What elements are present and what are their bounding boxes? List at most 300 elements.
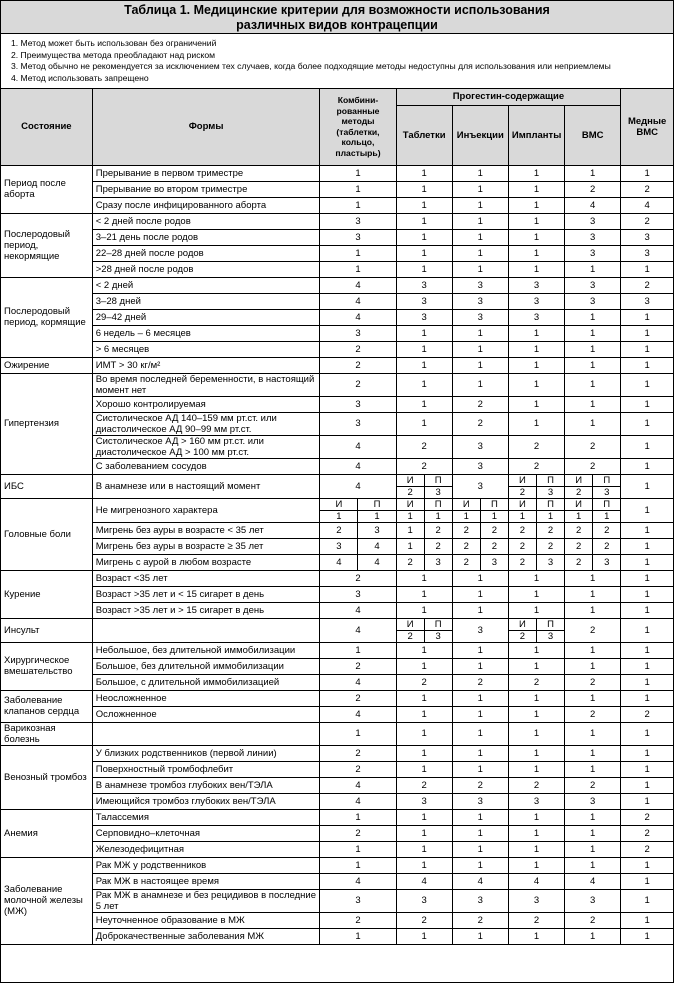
criteria-value: 2 xyxy=(621,181,673,197)
criteria-value: 1 xyxy=(508,722,564,745)
criteria-value: 3 xyxy=(452,458,508,474)
criteria-value: 4 xyxy=(320,554,358,570)
criteria-value: 2 xyxy=(565,435,621,458)
criteria-value: 2 xyxy=(508,777,564,793)
criteria-value: 1 xyxy=(452,357,508,373)
criteria-value: 2 xyxy=(565,486,593,498)
criteria-value: 2 xyxy=(480,522,508,538)
criteria-value: 4 xyxy=(621,197,673,213)
criteria-value: 4 xyxy=(320,293,396,309)
table-row xyxy=(1,213,673,229)
criteria-value: 1 xyxy=(452,602,508,618)
type-marker-p: П xyxy=(358,499,395,511)
criteria-value: 3 xyxy=(452,618,508,642)
criteria-value: 2 xyxy=(593,522,621,538)
criteria-value: 4 xyxy=(320,706,396,722)
criteria-value: 1 xyxy=(547,510,554,522)
criteria-value: 1 xyxy=(621,777,673,793)
criteria-value: 1 xyxy=(508,325,564,341)
criteria-value: 2 xyxy=(320,522,358,538)
criteria-value: 2 xyxy=(565,538,593,554)
criteria-value: 1 xyxy=(621,357,673,373)
form-cell: Возраст >35 лет и > 15 сигарет в день xyxy=(92,602,320,618)
criteria-value: 3 xyxy=(320,213,396,229)
criteria-value: 3 xyxy=(320,538,358,554)
table-title-line-2: различных видов контрацепции xyxy=(236,18,438,32)
criteria-value: 3 xyxy=(435,630,441,642)
criteria-value: 2 xyxy=(508,522,536,538)
criteria-value: 2 xyxy=(424,538,452,554)
criteria-split-cell xyxy=(452,498,480,522)
criteria-value: 1 xyxy=(396,857,452,873)
form-cell: Небольшое, без длительной иммобилизации xyxy=(92,642,320,658)
form-cell: Неосложненное xyxy=(92,690,320,706)
criteria-value: 2 xyxy=(565,618,621,642)
criteria-value: 1 xyxy=(508,357,564,373)
table-row xyxy=(1,745,673,761)
criteria-value: 1 xyxy=(565,761,621,777)
criteria-split-stack xyxy=(509,499,536,522)
criteria-value: 2 xyxy=(536,538,564,554)
criteria-value: 4 xyxy=(320,435,396,458)
criteria-value: 3 xyxy=(565,229,621,245)
criteria-value: 3 xyxy=(396,277,452,293)
criteria-value: 1 xyxy=(565,412,621,435)
table-row xyxy=(1,538,673,554)
criteria-value: 3 xyxy=(480,554,508,570)
condition-cell: Ожирение xyxy=(1,357,92,373)
criteria-value: 1 xyxy=(396,197,452,213)
criteria-value: 1 xyxy=(396,412,452,435)
criteria-value: 1 xyxy=(452,229,508,245)
type-marker-p: П xyxy=(424,475,452,487)
criteria-value: 1 xyxy=(396,373,452,396)
criteria-value: 2 xyxy=(452,674,508,690)
criteria-value: 1 xyxy=(621,412,673,435)
table-row xyxy=(1,165,673,181)
criteria-value: 1 xyxy=(508,197,564,213)
condition-cell: Послеродовый период, кормящие xyxy=(1,277,92,357)
criteria-value: 3 xyxy=(320,325,396,341)
criteria-value: 2 xyxy=(452,912,508,928)
criteria-value: 1 xyxy=(452,181,508,197)
criteria-value: 1 xyxy=(396,396,452,412)
column-header-condition: Состояние xyxy=(1,89,92,165)
criteria-value: 3 xyxy=(508,293,564,309)
table-row xyxy=(1,706,673,722)
criteria-value: 1 xyxy=(508,213,564,229)
criteria-value: 3 xyxy=(621,229,673,245)
criteria-value: 1 xyxy=(565,341,621,357)
column-header-copper-iud: Медные ВМС xyxy=(621,89,673,165)
criteria-value: 4 xyxy=(358,538,396,554)
criteria-value: 2 xyxy=(509,630,537,642)
form-cell: В анамнезе тромбоз глубоких вен/ТЭЛА xyxy=(92,777,320,793)
column-header-forms: Формы xyxy=(92,89,320,165)
criteria-value: 1 xyxy=(396,165,452,181)
criteria-value: 1 xyxy=(452,197,508,213)
criteria-value: 1 xyxy=(396,825,452,841)
condition-cell: ИБС xyxy=(1,474,92,498)
criteria-value: 1 xyxy=(508,857,564,873)
table-row xyxy=(1,373,673,396)
criteria-value: 1 xyxy=(435,510,441,522)
form-cell: 22–28 дней после родов xyxy=(92,245,320,261)
criteria-value: 2 xyxy=(621,277,673,293)
criteria-value: 1 xyxy=(396,602,452,618)
criteria-split-stack xyxy=(537,499,564,522)
form-cell: Прерывание во втором триместре xyxy=(92,181,320,197)
legend-item: 2. Преимущества метода преобладают над риском xyxy=(11,49,216,60)
form-cell: С заболеванием сосудов xyxy=(92,458,320,474)
criteria-split-cell xyxy=(536,498,564,522)
criteria-value: 1 xyxy=(508,745,564,761)
type-marker-i: И xyxy=(320,499,357,511)
criteria-value: 1 xyxy=(320,809,396,825)
table-row xyxy=(1,229,673,245)
criteria-value: 4 xyxy=(452,873,508,889)
criteria-value: 1 xyxy=(565,602,621,618)
condition-cell: Заболевание клапанов сердца xyxy=(1,690,92,722)
criteria-value: 1 xyxy=(396,745,452,761)
condition-cell: Венозный тромбоз xyxy=(1,745,92,809)
criteria-value: 1 xyxy=(621,498,673,522)
table-row xyxy=(1,396,673,412)
criteria-value: 3 xyxy=(358,522,396,538)
criteria-value: 3 xyxy=(452,293,508,309)
criteria-value: 3 xyxy=(435,486,441,498)
condition-cell: Варикозная болезнь xyxy=(1,722,92,745)
criteria-value: 1 xyxy=(396,642,452,658)
criteria-value: 1 xyxy=(320,261,396,277)
type-marker-i: И xyxy=(397,499,424,511)
criteria-value: 1 xyxy=(621,873,673,889)
criteria-value: 1 xyxy=(452,570,508,586)
table-row xyxy=(1,435,673,458)
criteria-value: 1 xyxy=(508,809,564,825)
criteria-value: 1 xyxy=(452,658,508,674)
table-row xyxy=(1,586,673,602)
criteria-value: 1 xyxy=(452,690,508,706)
criteria-value: 3 xyxy=(396,293,452,309)
criteria-value: 1 xyxy=(396,658,452,674)
column-header-progestin: Прогестин-содержащие xyxy=(396,89,621,105)
criteria-value: 4 xyxy=(320,458,396,474)
table-row xyxy=(1,873,673,889)
criteria-value: 1 xyxy=(452,722,508,745)
criteria-value: 2 xyxy=(508,554,536,570)
criteria-value: 1 xyxy=(320,857,396,873)
table-row xyxy=(1,325,673,341)
type-marker-p: П xyxy=(537,499,564,511)
criteria-value: 3 xyxy=(508,309,564,325)
criteria-value: 1 xyxy=(452,745,508,761)
criteria-value: 4 xyxy=(320,474,396,498)
criteria-value: 1 xyxy=(452,245,508,261)
form-cell: Доброкачественные заболевания МЖ xyxy=(92,928,320,944)
type-marker-p: П xyxy=(424,619,452,631)
table-row xyxy=(1,458,673,474)
criteria-value: 1 xyxy=(621,889,673,912)
criteria-value: 1 xyxy=(565,825,621,841)
implants-split-cell xyxy=(508,618,564,642)
criteria-value: 1 xyxy=(452,809,508,825)
criteria-value: 2 xyxy=(452,777,508,793)
criteria-value: 2 xyxy=(320,357,396,373)
criteria-value: 1 xyxy=(621,761,673,777)
table-row xyxy=(1,889,673,912)
implants-split-cell-split xyxy=(509,475,564,498)
criteria-split-stack xyxy=(453,499,480,522)
criteria-value: 1 xyxy=(452,857,508,873)
form-cell: < 2 дней xyxy=(92,277,320,293)
criteria-value: 4 xyxy=(320,618,396,642)
column-header-implants: Импланты xyxy=(508,105,564,165)
criteria-value: 2 xyxy=(480,538,508,554)
criteria-value: 1 xyxy=(565,690,621,706)
criteria-value: 4 xyxy=(320,793,396,809)
criteria-value: 2 xyxy=(320,761,396,777)
criteria-value: 3 xyxy=(396,309,452,325)
criteria-value: 3 xyxy=(508,277,564,293)
form-cell: ИМТ > 30 кг/м² xyxy=(92,357,320,373)
criteria-value: 2 xyxy=(565,777,621,793)
criteria-value: 2 xyxy=(396,912,452,928)
tablets-split-cell-split xyxy=(397,619,452,642)
table-row xyxy=(1,277,673,293)
form-cell: Большое, без длительной иммобилизации xyxy=(92,658,320,674)
criteria-value: 4 xyxy=(320,277,396,293)
criteria-split-cell xyxy=(593,498,621,522)
tablets-split-cell xyxy=(396,474,452,498)
criteria-value: 2 xyxy=(320,690,396,706)
form-cell: Талассемия xyxy=(92,809,320,825)
type-marker-p: П xyxy=(593,475,621,487)
criteria-value: 1 xyxy=(508,245,564,261)
criteria-split-cell xyxy=(396,498,424,522)
criteria-value: 1 xyxy=(508,229,564,245)
criteria-value: 1 xyxy=(621,570,673,586)
criteria-value: 1 xyxy=(396,245,452,261)
form-cell: 6 недель – 6 месяцев xyxy=(92,325,320,341)
condition-cell: Послеродовый период, некормящие xyxy=(1,213,92,277)
form-cell: Осложненное xyxy=(92,706,320,722)
criteria-value: 1 xyxy=(621,341,673,357)
criteria-value: 2 xyxy=(397,630,425,642)
criteria-value: 4 xyxy=(320,873,396,889)
criteria-value: 1 xyxy=(396,841,452,857)
form-cell: Мигрень без ауры в возрасте < 35 лет xyxy=(92,522,320,538)
criteria-value: 2 xyxy=(508,912,564,928)
criteria-value: 1 xyxy=(320,165,396,181)
tablets-split-cell xyxy=(396,618,452,642)
form-cell xyxy=(92,618,320,642)
criteria-value: 2 xyxy=(320,825,396,841)
criteria-value: 1 xyxy=(621,538,673,554)
condition-cell: Гипертензия xyxy=(1,373,92,474)
criteria-value: 3 xyxy=(508,889,564,912)
type-marker-i: И xyxy=(565,475,593,487)
form-cell: 29–42 дней xyxy=(92,309,320,325)
criteria-value: 2 xyxy=(508,458,564,474)
criteria-value: 2 xyxy=(565,706,621,722)
criteria-value: 1 xyxy=(508,761,564,777)
criteria-value: 1 xyxy=(508,341,564,357)
criteria-legend xyxy=(1,34,673,89)
criteria-value: 1 xyxy=(621,857,673,873)
criteria-value: 1 xyxy=(621,165,673,181)
criteria-split-stack xyxy=(481,499,508,522)
criteria-value: 1 xyxy=(396,229,452,245)
criteria-value: 2 xyxy=(452,396,508,412)
criteria-value: 3 xyxy=(565,213,621,229)
criteria-value: 3 xyxy=(320,889,396,912)
type-marker-p: П xyxy=(593,499,620,511)
criteria-value: 3 xyxy=(320,586,396,602)
criteria-value: 1 xyxy=(621,912,673,928)
criteria-value: 1 xyxy=(452,261,508,277)
tablets-split-cell-split xyxy=(397,475,452,498)
criteria-value: 3 xyxy=(452,435,508,458)
criteria-value: 1 xyxy=(508,261,564,277)
legend-item: 4. Метод использовать запрещено xyxy=(11,72,149,83)
criteria-value: 1 xyxy=(452,165,508,181)
criteria-value: 1 xyxy=(452,642,508,658)
table-title xyxy=(1,1,673,34)
criteria-value: 3 xyxy=(452,793,508,809)
criteria-value: 1 xyxy=(621,642,673,658)
criteria-value: 1 xyxy=(396,357,452,373)
table-row xyxy=(1,841,673,857)
criteria-value: 2 xyxy=(397,486,425,498)
form-cell: Мигрень без ауры в возрасте ≥ 35 лет xyxy=(92,538,320,554)
condition-cell: Хирургическое вмешательство xyxy=(1,642,92,690)
table-row xyxy=(1,293,673,309)
criteria-value: 1 xyxy=(396,570,452,586)
criteria-value: 3 xyxy=(452,889,508,912)
criteria-value: 1 xyxy=(452,373,508,396)
type-marker-i: И xyxy=(453,499,480,511)
criteria-value: 1 xyxy=(396,706,452,722)
criteria-value: 2 xyxy=(565,181,621,197)
type-marker-i: И xyxy=(509,619,537,631)
criteria-value: 1 xyxy=(452,761,508,777)
criteria-split-cell xyxy=(508,498,536,522)
table-row xyxy=(1,181,673,197)
form-cell: Возраст >35 лет и < 15 сигарет в день xyxy=(92,586,320,602)
criteria-value: 1 xyxy=(508,690,564,706)
criteria-value: 1 xyxy=(396,181,452,197)
criteria-value: 1 xyxy=(565,570,621,586)
criteria-split-cell xyxy=(424,498,452,522)
ius-split-cell xyxy=(565,474,621,498)
criteria-value: 1 xyxy=(519,510,526,522)
table-row xyxy=(1,642,673,658)
criteria-value: 1 xyxy=(320,722,396,745)
criteria-value: 1 xyxy=(621,928,673,944)
criteria-split-stack xyxy=(358,499,395,522)
form-cell: Во время последней беременности, в настоящий момент нет xyxy=(92,373,320,396)
criteria-value: 3 xyxy=(565,293,621,309)
table-row xyxy=(1,522,673,538)
criteria-value: 3 xyxy=(320,412,396,435)
form-cell: Неуточненное образование в МЖ xyxy=(92,912,320,928)
criteria-split-stack xyxy=(593,499,620,522)
form-cell: Мигрень с аурой в любом возрасте xyxy=(92,554,320,570)
criteria-value: 2 xyxy=(508,435,564,458)
criteria-value: 1 xyxy=(452,341,508,357)
table-row xyxy=(1,602,673,618)
criteria-value: 2 xyxy=(509,486,537,498)
form-cell: Серповидно–клеточная xyxy=(92,825,320,841)
form-cell: 3–28 дней xyxy=(92,293,320,309)
column-header-tablets: Таблетки xyxy=(396,105,452,165)
criteria-value: 1 xyxy=(565,658,621,674)
criteria-value: 3 xyxy=(565,277,621,293)
criteria-value: 1 xyxy=(565,745,621,761)
criteria-value: 3 xyxy=(547,630,554,642)
criteria-value: 1 xyxy=(508,642,564,658)
criteria-value: 4 xyxy=(396,873,452,889)
criteria-value: 3 xyxy=(452,474,508,498)
criteria-value: 3 xyxy=(320,396,396,412)
criteria-value: 1 xyxy=(508,396,564,412)
criteria-value: 1 xyxy=(396,213,452,229)
criteria-value: 1 xyxy=(621,618,673,642)
table-row xyxy=(1,928,673,944)
criteria-value: 1 xyxy=(396,809,452,825)
criteria-value: 1 xyxy=(565,928,621,944)
criteria-value: 1 xyxy=(621,309,673,325)
criteria-value: 1 xyxy=(621,325,673,341)
criteria-value: 1 xyxy=(508,586,564,602)
condition-cell: Головные боли xyxy=(1,498,92,570)
criteria-value: 1 xyxy=(407,510,413,522)
table-row xyxy=(1,197,673,213)
criteria-value: 1 xyxy=(565,325,621,341)
criteria-value: 3 xyxy=(565,245,621,261)
legend-item: 3. Метод обычно не рекомендуется за исключением тех случаев, когда более подходящие методы недоступны для использования или неприемлемы xyxy=(11,61,611,71)
criteria-value: 2 xyxy=(396,674,452,690)
form-cell: 3–21 день после родов xyxy=(92,229,320,245)
criteria-value: 1 xyxy=(396,522,424,538)
criteria-split-stack xyxy=(320,499,357,522)
type-marker-p: П xyxy=(536,475,564,487)
table-row xyxy=(1,554,673,570)
criteria-value: 1 xyxy=(508,825,564,841)
form-cell: Не мигренозного характера xyxy=(92,498,320,522)
criteria-value: 2 xyxy=(593,538,621,554)
form-cell: В анамнезе или в настоящий момент xyxy=(92,474,320,498)
criteria-value: 2 xyxy=(396,458,452,474)
criteria-value: 4 xyxy=(320,309,396,325)
criteria-value: 1 xyxy=(565,373,621,396)
criteria-value: 2 xyxy=(452,412,508,435)
criteria-table xyxy=(1,89,673,945)
criteria-value: 1 xyxy=(452,825,508,841)
form-cell: Прерывание в первом триместре xyxy=(92,165,320,181)
criteria-value: 1 xyxy=(452,213,508,229)
criteria-split-stack xyxy=(425,499,452,522)
criteria-value: 1 xyxy=(396,761,452,777)
form-cell: > 6 месяцев xyxy=(92,341,320,357)
criteria-value: 1 xyxy=(508,928,564,944)
criteria-value: 2 xyxy=(320,912,396,928)
criteria-value: 3 xyxy=(320,229,396,245)
criteria-value: 2 xyxy=(320,745,396,761)
condition-cell: Анемия xyxy=(1,809,92,857)
criteria-value: 1 xyxy=(336,510,342,522)
